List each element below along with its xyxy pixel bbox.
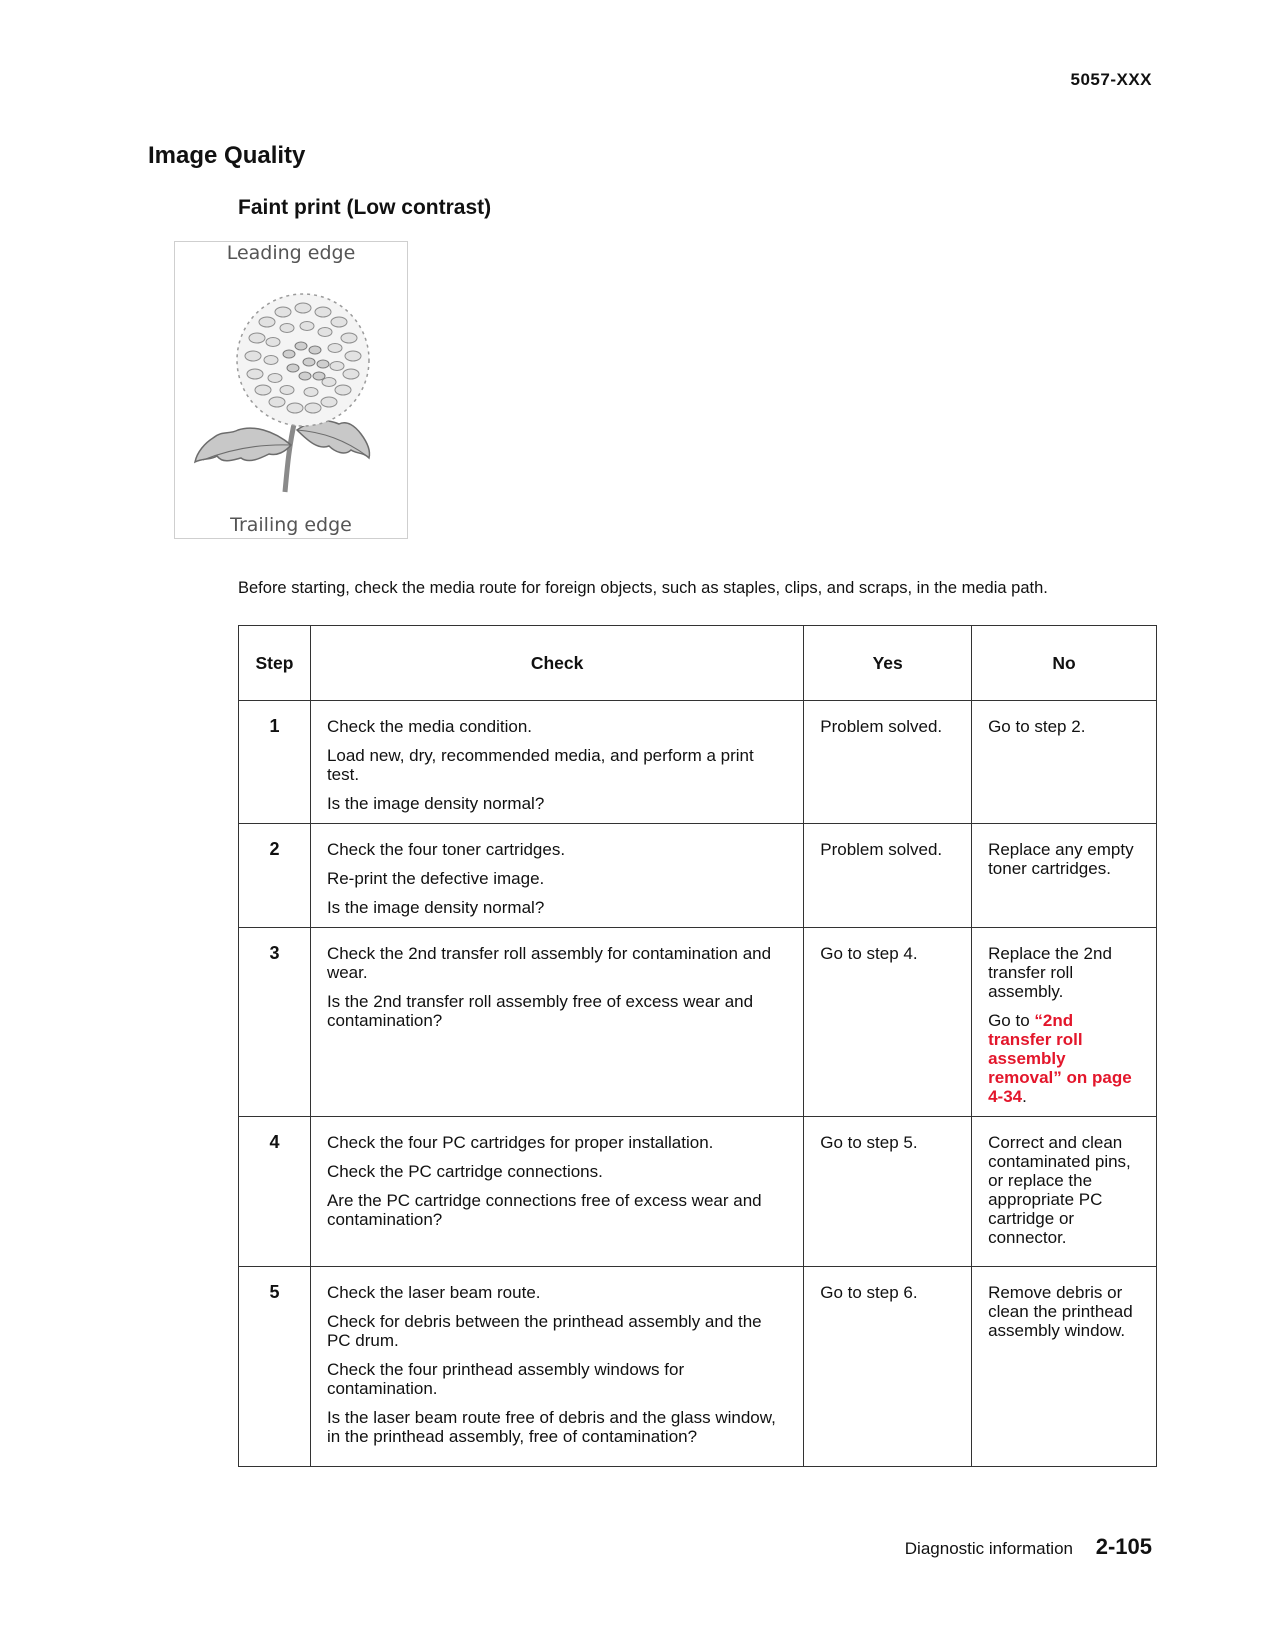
yes-cell [804, 1267, 972, 1467]
check-line: Is the image density normal? [326, 898, 545, 917]
goto-prefix: Go to [988, 1011, 1035, 1030]
yes-cell [804, 824, 972, 928]
yes-cell [804, 1117, 972, 1267]
no-goto [988, 1011, 1140, 1106]
document-code: 5057-XXX [1070, 70, 1152, 89]
leading-edge-label: Leading edge [226, 242, 356, 264]
no-action: Remove debris or clean the printhead assembly window. [988, 1283, 1133, 1340]
no-cell [972, 824, 1157, 928]
step-cell: 4 [239, 1117, 311, 1267]
no-action: Go to step 2. [988, 717, 1086, 736]
check-line: Check the four toner cartridges. [326, 840, 566, 859]
check-line: Are the PC cartridge connections free of excess wear and contamination? [326, 1191, 762, 1229]
step-cell: 5 [239, 1267, 311, 1467]
step-cell: 2 [239, 824, 311, 928]
check-line: Check the 2nd transfer roll assembly for contamination and wear. [326, 944, 772, 982]
no-action: Correct and clean contaminated pins, or replace the appropriate PC cartridge or connector. [988, 1133, 1131, 1247]
check-cell [310, 928, 803, 1117]
no-cell [972, 1117, 1157, 1267]
yes-cell [804, 701, 972, 824]
check-line: Check for debris between the printhead assembly and the PC drum. [326, 1312, 762, 1350]
check-cell [310, 1267, 803, 1467]
yes-action: Go to step 4. [820, 944, 918, 963]
check-line: Is the image density normal? [326, 794, 545, 813]
removal-procedure-link[interactable]: “2nd transfer roll assembly removal” on page 4-34 [988, 1011, 1132, 1106]
yes-action: Problem solved. [820, 840, 943, 859]
step-cell: 1 [239, 701, 311, 824]
check-line: Check the four PC cartridges for proper installation. [326, 1133, 714, 1152]
check-line: Check the PC cartridge connections. [326, 1162, 603, 1181]
check-cell [310, 1117, 803, 1267]
table-row [239, 824, 1157, 928]
no-cell [972, 1267, 1157, 1467]
table-row [239, 928, 1157, 1117]
header-check: Check [310, 626, 803, 701]
intro-text: Before starting, check the media route for foreign objects, such as staples, clips, and scraps, in the media path. [238, 579, 1048, 597]
header-no: No [972, 626, 1157, 701]
step-cell: 3 [239, 928, 311, 1117]
check-cell [310, 824, 803, 928]
table-header-row [239, 626, 1157, 701]
table-row [239, 701, 1157, 824]
section-title: Image Quality [148, 142, 306, 169]
trailing-edge-label: Trailing edge [230, 514, 352, 536]
sub-title: Faint print (Low contrast) [238, 196, 492, 219]
table-row [239, 1267, 1157, 1467]
yes-action: Go to step 5. [820, 1133, 918, 1152]
check-line: Check the laser beam route. [326, 1283, 541, 1302]
no-action: Replace the 2nd transfer roll assembly. [988, 944, 1112, 1001]
check-line: Is the laser beam route free of debris and the glass window, in the printhead assembly, free of contamination? [326, 1408, 776, 1446]
chrysanthemum-flower-illustration-icon [183, 280, 401, 500]
check-line: Check the media condition. [326, 717, 532, 736]
header-yes: Yes [804, 626, 972, 701]
check-line: Check the four printhead assembly windows for contamination. [326, 1360, 685, 1398]
no-cell [972, 928, 1157, 1117]
no-cell [972, 701, 1157, 824]
table-row [239, 1117, 1157, 1267]
faint-print-figure [174, 241, 408, 539]
footer-section-name: Diagnostic information [904, 1539, 1073, 1558]
check-cell [310, 701, 803, 824]
check-line: Load new, dry, recommended media, and perform a print test. [326, 746, 754, 784]
no-action: Replace any empty toner cartridges. [988, 840, 1134, 878]
page-number: 2-105 [1095, 1534, 1152, 1559]
diagnostic-table [238, 625, 1157, 1467]
yes-action: Go to step 6. [820, 1283, 918, 1302]
yes-cell [804, 928, 972, 1117]
page-footer [905, 1534, 1152, 1560]
header-step: Step [239, 626, 311, 701]
goto-suffix: . [1022, 1087, 1027, 1106]
check-line: Is the 2nd transfer roll assembly free of excess wear and contamination? [326, 992, 754, 1030]
yes-action: Problem solved. [820, 717, 943, 736]
check-line: Re-print the defective image. [326, 869, 545, 888]
